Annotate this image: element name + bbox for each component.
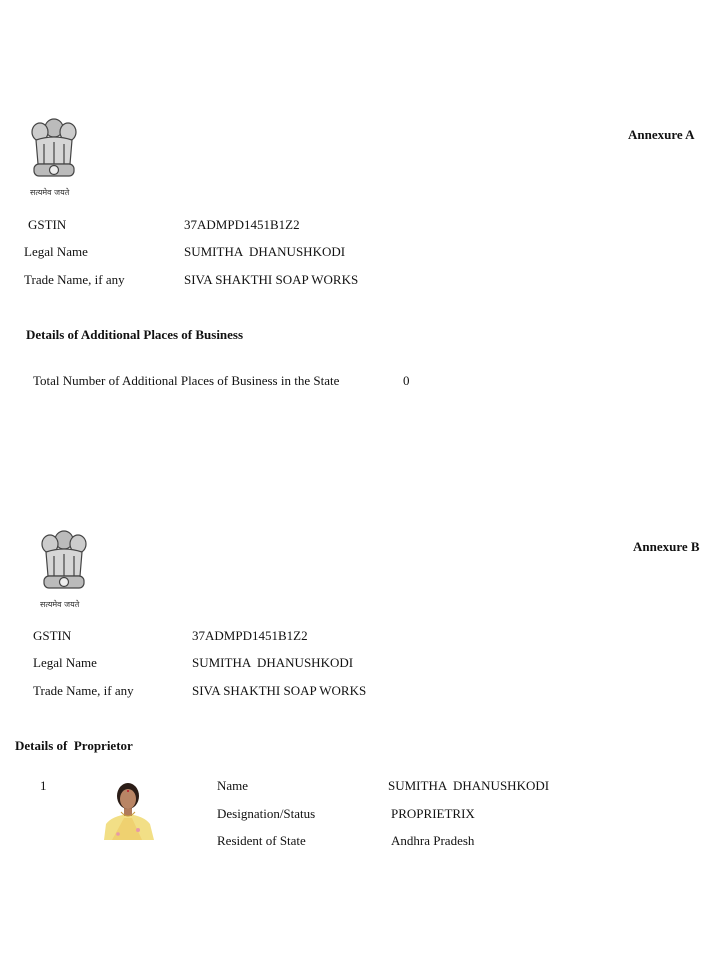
trade-name-label: Trade Name, if any [33, 683, 134, 698]
proprietor-index: 1 [40, 778, 47, 793]
emblem-motto: सत्यमेव जयते [30, 188, 70, 197]
national-emblem-icon [26, 114, 82, 184]
resident-state-label: Resident of State [217, 833, 306, 848]
national-emblem-icon [36, 526, 92, 596]
proprietor-name-label: Name [217, 778, 249, 793]
gstin-value: 37ADMPD1451B1Z2 [184, 217, 300, 232]
resident-state-value: Andhra Pradesh [391, 833, 475, 848]
section-heading: Details of Additional Places of Business [26, 327, 244, 342]
gstin-label: GSTIN [33, 628, 72, 643]
trade-name-value: SIVA SHAKTHI SOAP WORKS [192, 683, 367, 698]
legal-name-label: Legal Name [33, 655, 97, 670]
section-heading: Details of Proprietor [15, 738, 133, 753]
legal-name-label: Legal Name [24, 244, 88, 259]
total-places-value: 0 [403, 373, 410, 388]
emblem-motto: सत्यमेव जयते [40, 600, 80, 609]
annexure-title: Annexure B [633, 539, 700, 554]
legal-name-value: SUMITHA DHANUSHKODI [184, 244, 346, 259]
annexure-title: Annexure A [628, 127, 695, 142]
designation-label: Designation/Status [217, 806, 316, 821]
total-places-label: Total Number of Additional Places of Business in the State [33, 373, 340, 388]
gstin-value: 37ADMPD1451B1Z2 [192, 628, 308, 643]
trade-name-label: Trade Name, if any [24, 272, 125, 287]
trade-name-value: SIVA SHAKTHI SOAP WORKS [184, 272, 359, 287]
designation-value: PROPRIETRIX [391, 806, 475, 821]
legal-name-value: SUMITHA DHANUSHKODI [192, 655, 354, 670]
proprietor-photo [102, 776, 154, 840]
proprietor-name-value: SUMITHA DHANUSHKODI [388, 778, 550, 793]
gstin-label: GSTIN [28, 217, 67, 232]
